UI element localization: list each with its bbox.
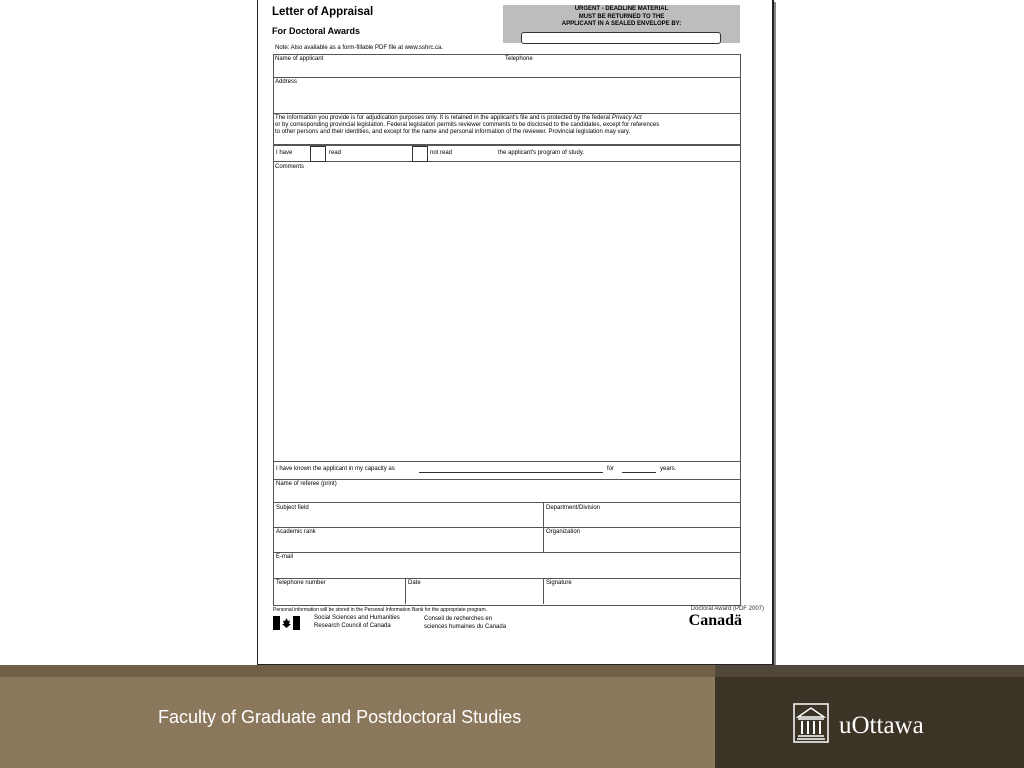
divider [273,502,741,503]
form-subtitle: For Doctoral Awards [272,26,361,36]
department-division-field[interactable]: Department/Division [546,505,601,511]
signature-field[interactable]: Signature [546,580,572,586]
known-capacity-label: I have known the applicant in my capacity as [276,466,395,472]
years-label: years. [660,466,677,472]
privacy-line-2: or by corresponding provincial legislation. Federal legislation permits reviewer comments to be disclosed to the candidates, except for references [275,122,660,129]
read-label: read [329,150,342,156]
urgent-text [503,6,740,29]
divider [273,161,741,162]
comments-section [273,144,741,606]
not-read-label: not read [430,150,453,156]
canada-flag-icon [273,616,300,630]
name-of-referee-field[interactable]: Name of referee (print) [276,481,337,487]
crsh-name [424,616,506,631]
program-of-study-label: the applicant's program of study. [498,150,585,156]
faculty-name: Faculty of Graduate and Postdoctoral Studies [158,707,522,727]
urgent-line-3: APPLICANT IN A SEALED ENVELOPE BY: [561,21,682,27]
email-field[interactable]: E-mail [276,554,294,560]
subject-field-field[interactable]: Subject field [276,505,309,511]
divider [273,479,741,480]
deadline-date-field[interactable] [521,32,721,44]
crsh-line-2: sciences humaines du Canada [424,623,507,630]
canada-wordmark: Canadä [688,612,742,629]
comments-field[interactable]: Comments [275,164,305,170]
urgent-line-2: MUST BE RETURNED TO THE [578,13,665,20]
divider [273,552,741,553]
form-title: Letter of Appraisal [272,6,374,18]
sshrc-line-1: Social Sciences and Humanities [314,615,400,621]
divider [273,77,741,78]
divider [273,578,741,579]
divider [405,578,406,604]
capacity-input[interactable] [419,472,603,473]
privacy-line-1: The information you provide is for adjudication purposes only. It is retained in the applicant's file and is protected by the federal [275,115,612,121]
address-field[interactable]: Address [275,79,298,85]
uottawa-wordmark: uOttawa [839,712,924,739]
read-checkbox[interactable] [310,146,326,162]
form-id: Doctoral Award (PDF 2007) [690,606,764,612]
divider [273,527,741,528]
personal-info-note: Personal information will be stored in the Personal Information Bank for the appropriate program. [273,607,488,613]
building-icon [793,703,829,743]
years-input[interactable] [622,472,656,473]
organization-field[interactable]: Organization [546,529,581,535]
privacy-statement [275,115,755,137]
name-of-applicant-field[interactable]: Name of applicant [275,56,324,62]
divider [273,461,741,462]
telephone-number-field[interactable]: Telephone number [276,580,326,586]
divider [543,578,544,604]
privacy-line-3: to other persons and their identities, and except for the name and personal information of the reviewer. Provincial legislation may vary. [275,129,631,136]
date-field[interactable]: Date [408,580,421,586]
not-read-checkbox[interactable] [412,146,428,162]
divider [273,113,741,114]
sshrc-name [314,615,400,630]
telephone-field[interactable]: Telephone [505,56,533,62]
urgent-deadline-box [503,5,740,43]
sshrc-line-2: Research Council of Canada [314,622,391,629]
urgent-line-1: URGENT - DEADLINE MATERIAL [574,6,669,12]
privacy-act: Privacy Act [611,115,642,121]
form-page [257,0,774,666]
pdf-note: Note: Also available as a form-fillable PDF file at www.sshrc.ca. [275,45,444,51]
i-have-label: I have [276,150,293,156]
for-label: for [607,466,615,472]
academic-rank-field[interactable]: Academic rank [276,529,316,535]
crsh-line-1: Conseil de recherches en [424,616,493,622]
